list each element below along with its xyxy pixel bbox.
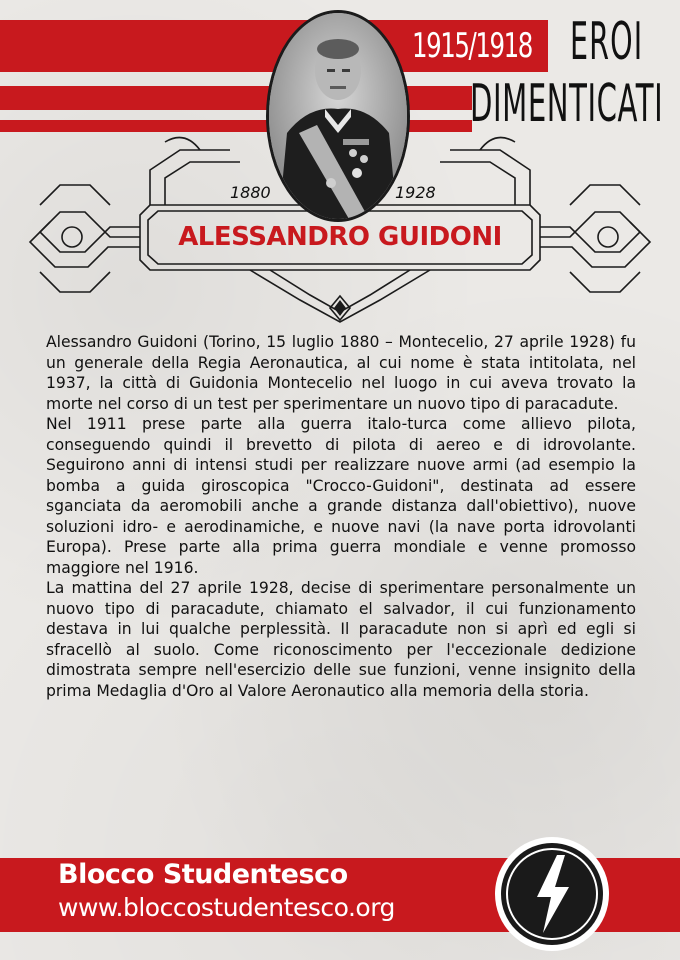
portrait-figure-image (269, 13, 407, 219)
birth-year: 1880 (230, 183, 271, 202)
biography-paragraph: Alessandro Guidoni (Torino, 15 luglio 1880 – Montecelio, 27 aprile 1928) fu un generale della Regia Aeronautica, al cui nome è stata intitolata, nel 1937, la città di Guidonia Montecelio nel luogo in cui aveva trovato la morte nel corso di un test per sperimentare un nuovo tipo di paracadute. (46, 333, 636, 413)
website-link[interactable]: www.bloccostudentesco.org (58, 893, 395, 922)
title-dimenticati: DIMENTICATI (470, 74, 664, 134)
biography-text (46, 332, 636, 701)
biography-paragraph: La mattina del 27 aprile 1928, decise di sperimentare personalmente un nuovo tipo di paracadute, chiamato el salvador, il cui funzionamento destava in lui qualche perplessità. Il paracadute non si aprì ed egli si sfracellò al suolo. Come riconoscimento per l'eccezionale dedizione dimostrata sempre nell'esercizio delle sue funzioni, venne insignito della prima Medaglia d'Oro al Valore Aeronautico alla memoria della storia. (46, 579, 636, 700)
biography-paragraph: Nel 1911 prese parte alla guerra italo-turca come allievo pilota, conseguendo quindi il brevetto di pilota di aereo e di idrovolante. Seguirono anni di intensi studi per realizzare nuove armi (ad esempio la bomba a guida giroscopica "Crocco-Guidoni", destinata ad essere sganciata da aeromobili anche a grande distanza dall'obiettivo), nuove soluzioni idro- e aerodinamiche, e nuove navi (la nave porta idrovolanti Europa). Prese parte alla prima guerra mondiale e venne promosso maggiore nel 1916. (46, 415, 636, 577)
death-year: 1928 (395, 183, 436, 202)
org-name: Blocco Studentesco (58, 859, 348, 890)
portrait-photo (266, 10, 410, 222)
years-label: 1915/1918 (412, 26, 532, 66)
person-name: ALESSANDRO GUIDONI (178, 222, 502, 252)
title-eroi: EROI (570, 12, 644, 72)
lightning-bolt-circle-icon (493, 835, 611, 953)
